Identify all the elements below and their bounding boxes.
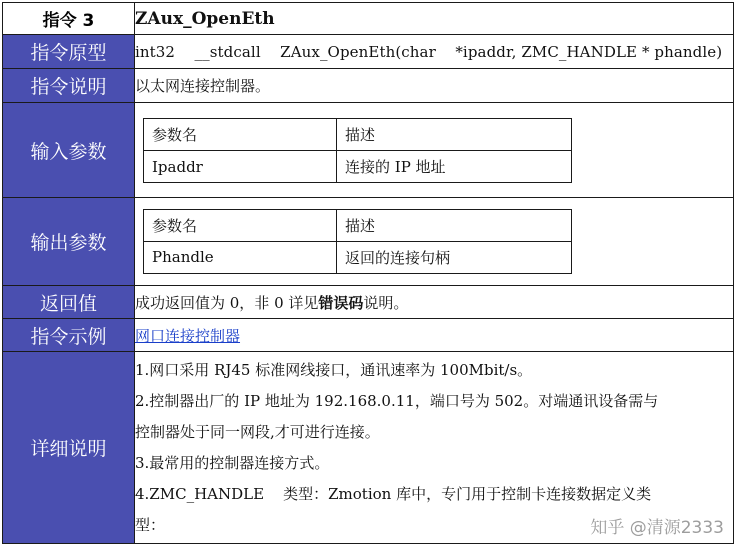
- output-col-desc: 描述: [337, 209, 572, 241]
- example-row: [3, 319, 734, 352]
- detail-line: 控制器处于同一网段,才可进行连接。: [135, 422, 380, 441]
- output-params-cell: [135, 198, 734, 286]
- output-col-name: 参数名: [144, 209, 337, 241]
- output-params-table: [143, 209, 572, 274]
- return-value: [135, 286, 734, 319]
- input-param-desc: 连接的 IP 地址: [337, 151, 572, 183]
- input-params-table: [143, 118, 572, 183]
- output-param-row: [144, 241, 572, 273]
- command-doc-table: [2, 2, 734, 544]
- header-row: [3, 3, 734, 35]
- input-param-name: Ipaddr: [144, 151, 337, 183]
- output-params-header: [144, 209, 572, 241]
- input-params-label: 输入参数: [3, 103, 135, 198]
- command-table: [2, 2, 734, 544]
- detail-line: 型：: [135, 515, 166, 534]
- input-col-name: 参数名: [144, 119, 337, 151]
- watermark: 知乎 @清源2333: [590, 518, 724, 538]
- error-code-term: 错误码: [318, 293, 364, 312]
- prototype-value: int32 __stdcall ZAux_OpenEth(char *ipaddr, ZMC_HANDLE * phandle): [135, 35, 734, 69]
- return-suffix: 说明。: [363, 293, 409, 312]
- output-param-name: Phandle: [144, 241, 337, 273]
- return-label: 返回值: [3, 286, 135, 319]
- example-cell: [135, 319, 734, 352]
- input-col-desc: 描述: [337, 119, 572, 151]
- description-label: 指令说明: [3, 69, 135, 103]
- return-prefix: 成功返回值为 0，非 0 详见: [135, 293, 319, 312]
- detail-label: 详细说明: [3, 352, 135, 544]
- detail-line: 3.最常用的控制器连接方式。: [135, 453, 330, 472]
- example-label: 指令示例: [3, 319, 135, 352]
- output-param-desc: 返回的连接句柄: [337, 241, 572, 273]
- command-name: ZAux_OpenEth: [135, 3, 734, 35]
- detail-line: 4.ZMC_HANDLE 类型：Zmotion 库中，专门用于控制卡连接数据定义类: [135, 484, 652, 503]
- example-link[interactable]: 网口连接控制器: [135, 326, 241, 345]
- input-params-row: [3, 103, 734, 198]
- input-params-header: [144, 119, 572, 151]
- detail-line: 2.控制器出厂的 IP 地址为 192.168.0.11，端口号为 502。对端通讯设备需与: [135, 391, 659, 410]
- command-number-label: 指令 3: [3, 3, 135, 35]
- input-params-cell: [135, 103, 734, 198]
- detail-line: 1.网口采用 RJ45 标准网线接口，通讯速率为 100Mbit/s。: [135, 360, 533, 379]
- description-value: 以太网连接控制器。: [135, 69, 734, 103]
- input-param-row: [144, 151, 572, 183]
- output-params-row: [3, 198, 734, 286]
- output-params-label: 输出参数: [3, 198, 135, 286]
- return-row: [3, 286, 734, 319]
- prototype-label: 指令原型: [3, 35, 135, 69]
- description-row: [3, 69, 734, 103]
- prototype-row: [3, 35, 734, 69]
